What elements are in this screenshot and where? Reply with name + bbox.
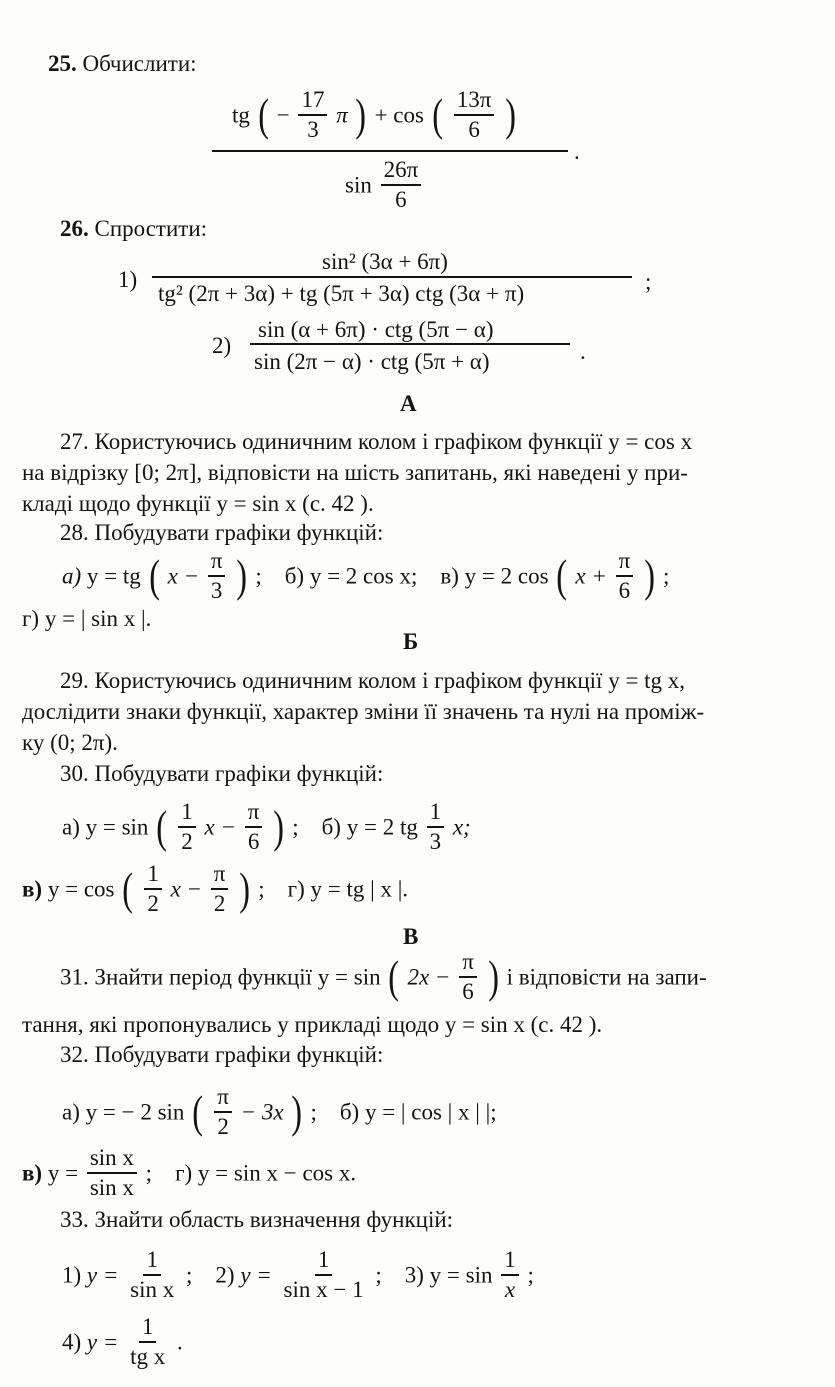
section-heading-a: A bbox=[400, 391, 417, 416]
problem-32-ab: а) y = − 2 sin ( $\frac{\pi}{2}$ − 3x ) ; б) y = | cos | x | |; bbox=[62, 1084, 497, 1140]
tg-function: tg bbox=[232, 102, 250, 128]
fraction-26pi-6: $\frac{26\pi}{6}$ bbox=[381, 158, 422, 212]
fraction-pi-2: $\frac{\pi}{2}$ bbox=[214, 1085, 232, 1139]
problem-25-text: Обчислити: bbox=[82, 51, 197, 76]
problem-31-line-1: 31. Знайти період функції y = sin ( 2x − $\frac{\pi}{6}$ ) і відповісти на запи- bbox=[60, 949, 707, 1005]
expr-2-label: 2) bbox=[212, 333, 232, 358]
fraction-pi-2: $\frac{\pi}{2}$ bbox=[211, 862, 229, 916]
problem-29-line-1: 29. Користуючись одиничним колом і графіком функції y = tg x, bbox=[60, 668, 686, 693]
problem-30-line-1: 30. Побудувати графіки функцій: bbox=[60, 761, 384, 786]
fraction-1-sinx: $\frac{1}{\text{sin x}}$ bbox=[130, 1247, 175, 1303]
problem-27-line-2: на відрізку [0; 2π], відповісти на шість запитань, які наведені у при- bbox=[22, 460, 688, 485]
main-fraction-bar bbox=[212, 150, 568, 152]
problem-25-numerator: tg ( − $\frac{17}{3}$ π ) + cos ( $\frac{13\pi}{6}$ ) bbox=[232, 87, 517, 143]
problem-29-line-2: дослідити знаки функції, характер зміни її значень та нулі на проміж- bbox=[22, 699, 705, 724]
problem-26-number: 26. bbox=[60, 216, 89, 241]
fraction-1-2: $\frac{1}{2}$ bbox=[178, 800, 196, 854]
fraction-1-3: $\frac{1}{3}$ bbox=[427, 800, 445, 854]
expr-2-numerator: sin (α + 6π) · ctg (5π − α) bbox=[258, 317, 494, 342]
problem-25-header bbox=[48, 52, 197, 75]
expr-1-numerator: sin² (3α + 6π) bbox=[322, 249, 448, 274]
expr-1-label: 1) bbox=[118, 267, 138, 292]
problem-27-line-3: кладі щодо функції y = sin x (с. 42 ). bbox=[22, 491, 374, 516]
problem-25-period: . bbox=[574, 139, 580, 164]
problem-33-line-1: 33. Знайти область визначення функцій: bbox=[60, 1207, 454, 1232]
problem-26-text: Спростити: bbox=[94, 216, 208, 241]
fraction-17-3: $\frac{17}{3}$ bbox=[298, 88, 327, 142]
problem-28-line-1: 28. Побудувати графіки функцій: bbox=[60, 520, 384, 545]
problem-30-ab: а) y = sin ( $\frac{1}{2}$ x − $\frac{\pi}{6}$ ) ; б) y = 2 tg $\frac{1}{3}$ x; bbox=[62, 799, 471, 855]
fraction-pi-3: $\frac{\pi}{3}$ bbox=[208, 549, 226, 603]
problem-25-denominator: sin $\frac{26\pi}{6}$ bbox=[345, 158, 424, 212]
section-heading-b: Б bbox=[403, 629, 419, 654]
problem-28-g: г) y = | sin x |. bbox=[22, 606, 152, 631]
section-heading-v: В bbox=[403, 924, 419, 949]
problem-25-number: 25. bbox=[48, 51, 77, 76]
fraction-pi-6: $\frac{\pi}{6}$ bbox=[459, 950, 477, 1004]
fraction-1-tgx: $\frac{1}{\text{tg x}}$ bbox=[130, 1314, 166, 1370]
textbook-page: 25. Обчислити: tg ( − $\frac{17}{3}$ π ) + cos ( $\frac{13\pi}{6}$ ) . sin $\frac{26\pi}{6}$ 26. Спростити: 1) sin² (3α + 6π) tg² (2π + 3α) + tg (5π + 3α) ctg (3α + π) ; 2) sin (α + 6π) · ctg (5π − α) sin (2π − α) · ctg (5π + α) . A 27. Користуючись одиничним колом і графіком функції y = cos x на відрізку [0; 2π], відповісти на шість запитань, які наведені у при- кладі щодо функції y = sin x (с. 42 ). 28. Побудувати графіки функцій: а) y = tg ( x − $\frac{\pi}{3}$ ) ; б) y = 2 cos x; в) y = 2 cos ( x + $\frac{\pi}{6}$ ) ; г) y = | sin x |. Б 29. Користуючись одиничним колом і графіком функції y = tg x, дослідити знаки функції, характер зміни її значень та нулі на проміж- ку (0; 2π). 30. Побудувати графіки функцій: а) y = sin ( $\frac{1}{2}$ x − $\frac{\pi}{6}$ ) ; б) y = 2 tg $\frac{1}{3}$ x; в) y = cos ( $\frac{1}{2}$ x − $\frac{\pi}{2}$ ) ; г) y = tg | x |. В 31. Знайти період функції y = sin ( 2x − $\frac{\pi}{6}$ ) і відповісти на запи- тання, які пропонувались у прикладі щодо y = sin x (с. 42 ). 32. Побудувати графіки функцій: а) y = − 2 sin ( $\frac{\pi}{2}$ − 3x ) ; б) y = | cos | x | |; в) y = $\frac{\text{sin x}}{\text{sin x}}$ ; г) y = sin x − cos x. 33. Знайти область визначення функцій: 1) y = $\frac{1}{\text{sin x}}$ ; 2) y = $\frac{1}{\text{sin x − 1}}$ ; 3) y = sin $\frac{1}{x}$ ; 4) y = $\frac{1}{\text{tg x}}$ . bbox=[22, 51, 707, 1370]
problem-30-vg: в) y = cos ( $\frac{1}{2}$ x − $\frac{\pi}{2}$ ) ; г) y = tg | x |. bbox=[22, 861, 409, 917]
expr-1-fraction-bar bbox=[152, 276, 632, 278]
fraction-1-sinx-minus-1: $\frac{1}{\text{sin x − 1}}$ bbox=[283, 1247, 364, 1303]
fraction-1-2: $\frac{1}{2}$ bbox=[144, 862, 162, 916]
problem-26-header bbox=[60, 217, 207, 240]
minus-sign: − bbox=[276, 102, 290, 128]
problem-27-line-1: 27. Користуючись одиничним колом і графіком функції y = cos x bbox=[60, 429, 693, 454]
fraction-sinx-sinx: $\frac{\text{sin x}}{\text{sin x}}$ bbox=[87, 1146, 137, 1200]
expr-1-denominator: tg² (2π + 3α) + tg (5π + 3α) ctg (3α + π) bbox=[158, 281, 525, 306]
problem-32-vg: в) y = $\frac{\text{sin x}}{\text{sin x}}$ ; г) y = sin x − cos x. bbox=[22, 1145, 357, 1201]
fraction-pi-6: $\frac{\pi}{6}$ bbox=[616, 549, 634, 603]
fraction-pi-6: $\frac{\pi}{6}$ bbox=[245, 800, 263, 854]
fraction-13pi-6: $\frac{13\pi}{6}$ bbox=[454, 88, 495, 142]
expr-2-fraction-bar bbox=[250, 343, 570, 345]
problem-29-line-3: ку (0; 2π). bbox=[22, 730, 118, 755]
problem-33-expr-123: 1) y = $\frac{1}{\text{sin x}}$ ; 2) y = $\frac{1}{\text{sin x − 1}}$ ; 3) y = sin $\frac{1}{x}$ ; bbox=[62, 1247, 534, 1303]
problem-31-line-2: тання, які пропонувались у прикладі щодо y = sin x (с. 42 ). bbox=[22, 1012, 603, 1037]
expr-2-denominator: sin (2π − α) · ctg (5π + α) bbox=[254, 349, 490, 374]
fraction-1-x: $\frac{1}{x}$ bbox=[501, 1248, 519, 1302]
problem-28-expressions: а) y = tg ( x − $\frac{\pi}{3}$ ) ; б) y = 2 cos x; в) y = 2 cos ( x + $\frac{\pi}{6}$ ) ; bbox=[62, 548, 670, 604]
problem-32-line-1: 32. Побудувати графіки функцій: bbox=[60, 1042, 384, 1067]
problem-33-expr-4: 4) y = $\frac{1}{\text{tg x}}$ . bbox=[62, 1314, 183, 1370]
